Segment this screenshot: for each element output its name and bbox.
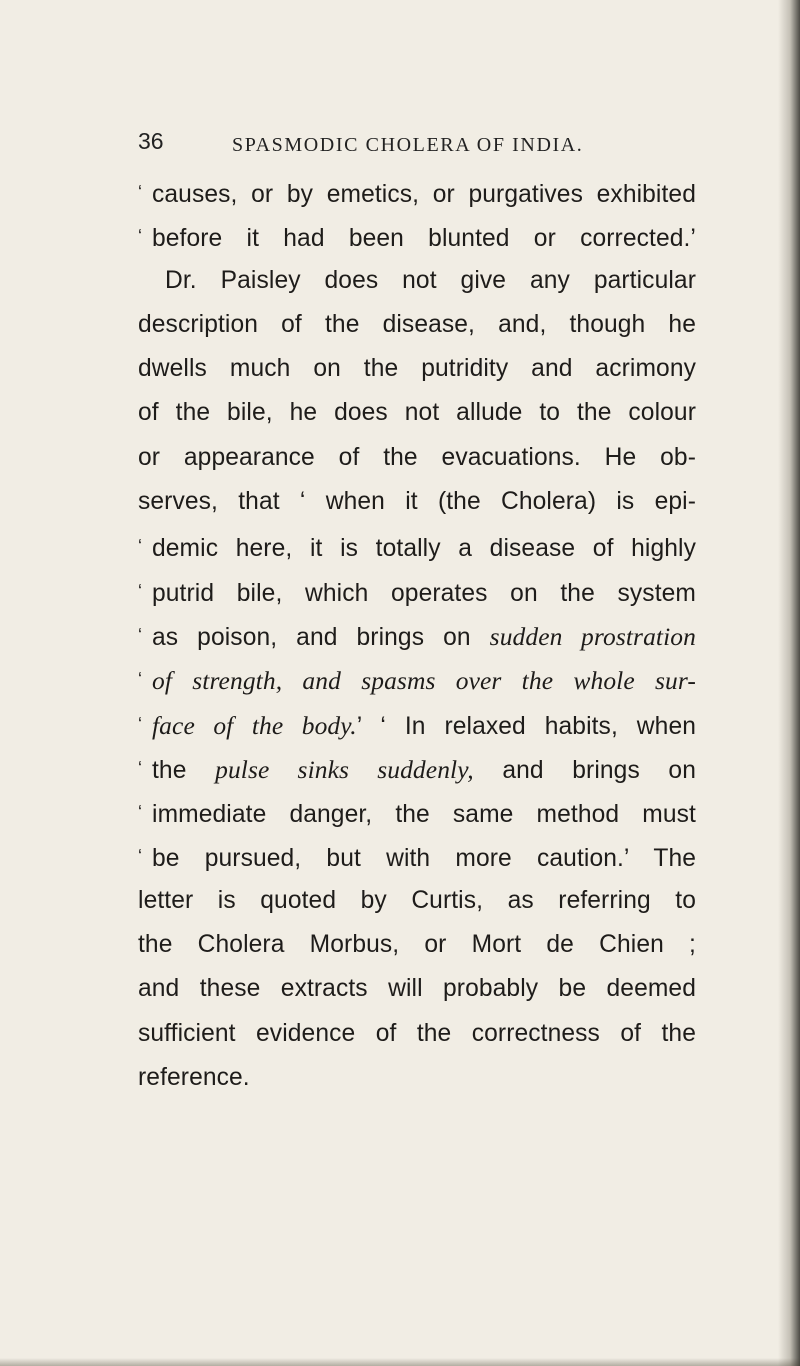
text-line bbox=[138, 923, 696, 967]
text-line bbox=[138, 834, 696, 878]
quote-mark: ‘ bbox=[138, 580, 143, 601]
text-segment: causes, or by emetics, or purgatives exhibited bbox=[152, 181, 696, 208]
italic-text: sudden prostration bbox=[489, 621, 696, 651]
text-segment: the bbox=[152, 756, 216, 784]
text-segment: and these extracts will probably be deemed bbox=[138, 975, 696, 1003]
text-segment: dwells much on the putridity and acrimony bbox=[138, 355, 696, 383]
italic-text: of strength, and spasms over the whole sur- bbox=[152, 666, 696, 696]
text-segment: be pursued, but with more caution.’ The bbox=[152, 845, 696, 873]
text-line bbox=[138, 746, 696, 790]
quote-mark: ‘ bbox=[138, 669, 143, 690]
text-line bbox=[138, 214, 696, 258]
text-line bbox=[138, 1056, 696, 1100]
text-line bbox=[138, 1012, 696, 1056]
text-segment: or appearance of the evacuations. He ob- bbox=[138, 443, 696, 471]
text-segment: putrid bile, which operates on the system bbox=[152, 579, 696, 607]
text-line bbox=[138, 480, 696, 524]
text-segment: as poison, and brings on bbox=[152, 623, 490, 651]
text-line bbox=[138, 790, 696, 834]
italic-text: face of the body. bbox=[152, 710, 357, 740]
body-text bbox=[138, 170, 696, 1100]
text-segment: description of the disease, and, though he bbox=[138, 310, 696, 338]
page-bottom-edge bbox=[0, 1358, 800, 1366]
text-segment: ’ ‘ In relaxed habits, when bbox=[356, 712, 697, 740]
quote-mark: ‘ bbox=[138, 226, 143, 247]
text-segment: of the bile, he does not allude to the colour bbox=[138, 399, 696, 427]
quote-mark: ‘ bbox=[138, 846, 143, 867]
page-edge-shadow bbox=[778, 0, 800, 1366]
text-line bbox=[138, 391, 696, 435]
text-segment: reference. bbox=[138, 1063, 250, 1091]
text-line bbox=[138, 347, 696, 391]
text-segment: the Cholera Morbus, or Mort de Chien ; bbox=[138, 931, 696, 959]
quote-mark: ‘ bbox=[138, 182, 143, 202]
text-segment: demic here, it is totally a disease of highly bbox=[152, 535, 696, 563]
text-line bbox=[138, 657, 696, 701]
quote-mark: ‘ bbox=[138, 624, 143, 645]
text-segment: sufficient evidence of the correctness of the bbox=[138, 1019, 696, 1047]
text-line bbox=[138, 170, 696, 214]
page-header bbox=[138, 128, 698, 168]
text-segment: and brings on bbox=[473, 756, 696, 784]
text-line bbox=[138, 569, 696, 613]
text-segment: letter is quoted by Curtis, as referring to bbox=[138, 886, 696, 914]
text-line bbox=[138, 613, 696, 657]
text-line bbox=[138, 259, 696, 303]
page-number: 36 bbox=[138, 128, 164, 154]
quote-mark: ‘ bbox=[138, 713, 143, 734]
text-segment: Dr. Paisley does not give any particular bbox=[165, 266, 696, 294]
quote-mark: ‘ bbox=[138, 536, 143, 557]
text-line bbox=[138, 879, 696, 923]
text-segment: immediate danger, the same method must bbox=[152, 801, 696, 829]
text-line bbox=[138, 303, 696, 347]
quote-mark: ‘ bbox=[138, 802, 143, 823]
text-line bbox=[138, 436, 696, 480]
text-segment: serves, that ‘ when it (the Cholera) is epi- bbox=[138, 488, 696, 516]
running-title: SPASMODIC CHOLERA OF INDIA. bbox=[232, 134, 584, 156]
text-line bbox=[138, 524, 696, 568]
text-line bbox=[138, 967, 696, 1011]
italic-text: pulse sinks suddenly, bbox=[215, 754, 474, 784]
text-line bbox=[138, 702, 696, 746]
text-segment: before it had been blunted or corrected.’ bbox=[152, 225, 696, 253]
quote-mark: ‘ bbox=[138, 757, 143, 778]
